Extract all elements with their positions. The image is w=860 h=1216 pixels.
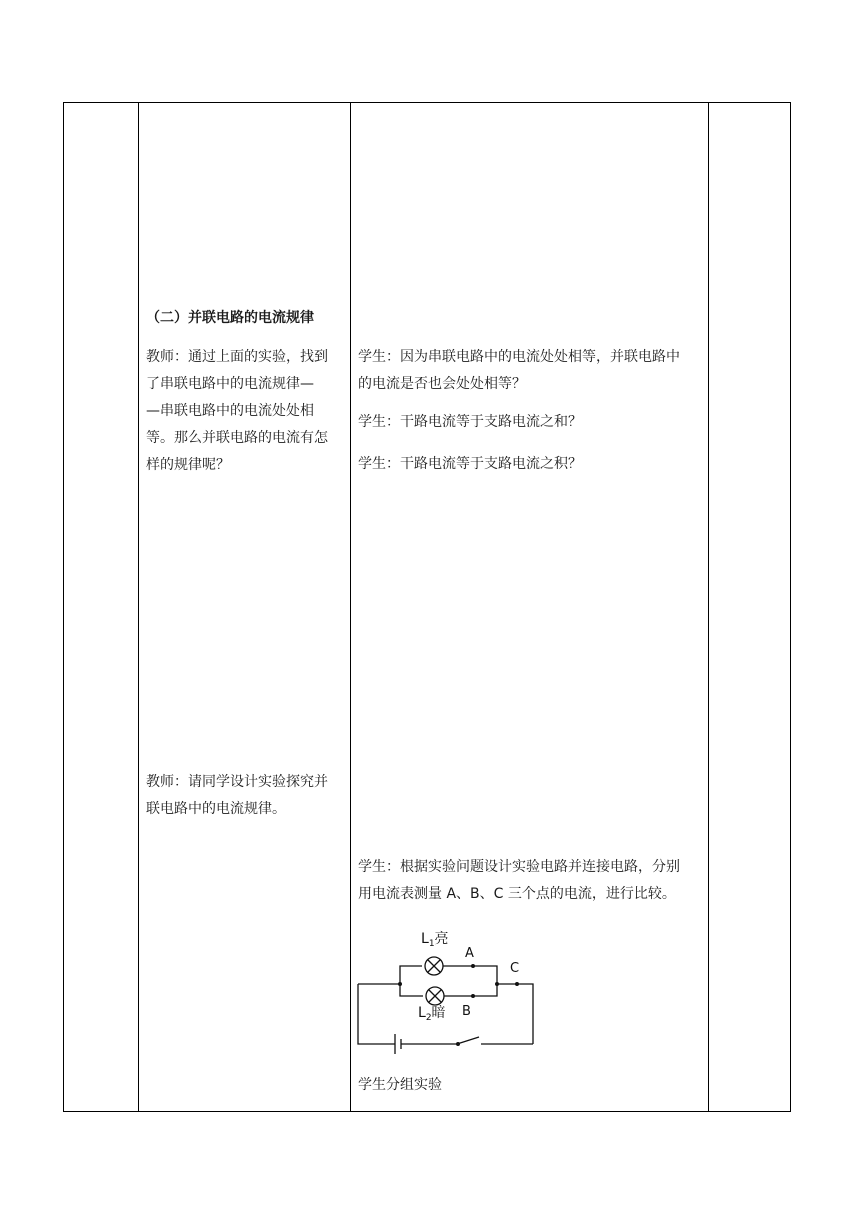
column-divider-2 [350, 102, 351, 1112]
text-line: —串联电路中的电流处处相 [146, 403, 314, 419]
teacher-question-1 [146, 346, 328, 477]
student-answer-3: 学生：干路电流等于支路电流之积？ [358, 456, 582, 472]
text-line: 教师：请同学设计实验探究并 [146, 774, 328, 790]
text-line: 学生：因为串联电路中的电流处处相等，并联电路中 [358, 349, 680, 365]
text-line: 用电流表测量 A、B、C 三个点的电流，进行比较。 [358, 886, 676, 902]
text-line: 样的规律呢？ [146, 457, 230, 473]
column-divider-1 [138, 102, 139, 1112]
section-heading: （二）并联电路的电流规律 [146, 310, 314, 326]
student-answer-5: 学生分组实验 [358, 1077, 442, 1093]
point-c-label: C [510, 961, 520, 976]
point-a-label: A [465, 946, 474, 961]
point-b-label: B [462, 1004, 471, 1019]
text-line: 了串联电路中的电流规律— [146, 376, 314, 392]
l1-label: $L_1$亮 [421, 931, 449, 949]
text-line: 的电流是否也会处处相等？ [358, 376, 526, 392]
text-line: 教师：通过上面的实验，找到 [146, 349, 328, 365]
l2-label: $L_2$暗 [418, 1005, 446, 1023]
parallel-circuit-diagram [355, 926, 540, 1058]
student-answer-2: 学生：干路电流等于支路电流之和？ [358, 414, 582, 430]
teacher-question-2 [146, 771, 328, 821]
column-divider-3 [708, 102, 709, 1112]
text-line: 联电路中的电流规律。 [146, 801, 286, 817]
student-answer-1 [358, 346, 680, 396]
student-answer-4 [358, 856, 680, 906]
text-line: 等。那么并联电路的电流有怎 [146, 430, 328, 446]
text-line: 学生：根据实验问题设计实验电路并连接电路，分别 [358, 859, 680, 875]
